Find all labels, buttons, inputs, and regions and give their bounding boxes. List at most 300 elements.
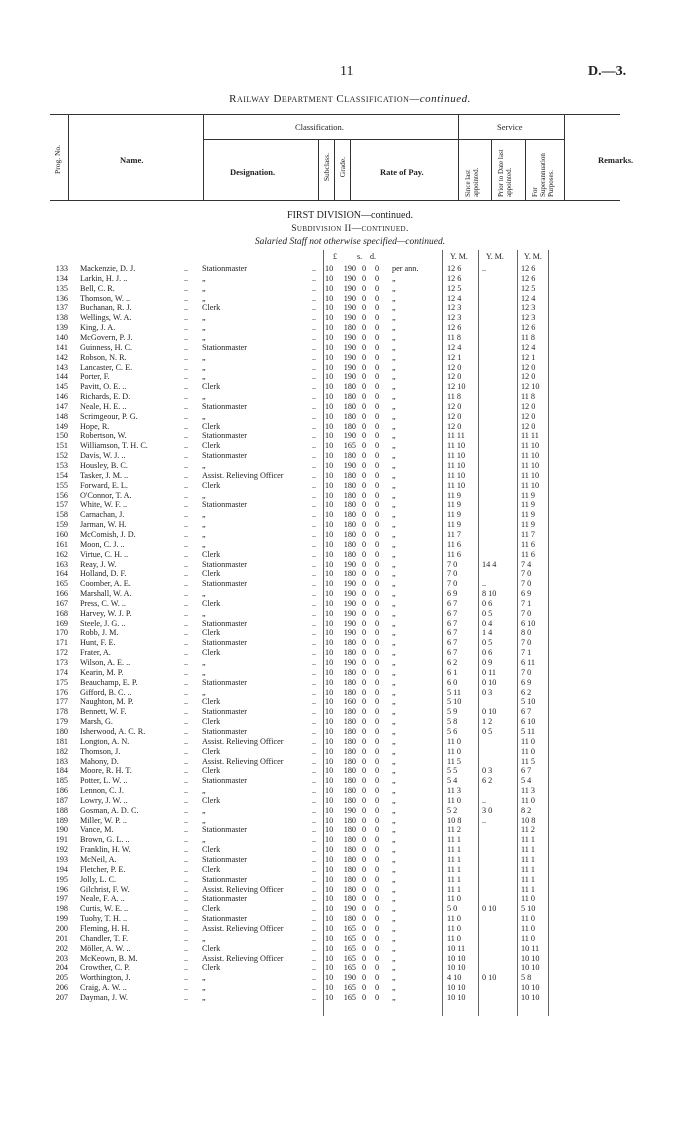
cell-pay-shillings: 0 (362, 746, 367, 756)
cell-name: McKeown, B. M. (80, 953, 138, 963)
table-row (0, 510, 700, 520)
leader-dots: .. (184, 953, 189, 963)
cell-prog-no: 193 (55, 855, 68, 864)
cell-pay-pounds: 180 (343, 855, 356, 864)
table-row (0, 678, 700, 688)
leader-dots: .. (184, 707, 189, 717)
table-row (0, 441, 700, 451)
cell-pay-period: „ (392, 815, 396, 825)
cell-pay-period: „ (392, 589, 396, 599)
leader-dots: .. (312, 983, 317, 993)
table-row (0, 402, 700, 412)
cell-pay-pounds: 190 (343, 805, 356, 815)
cell-pay-pence: 0 (375, 835, 380, 845)
leader-dots: .. (312, 549, 317, 559)
cell-pay-period: „ (392, 273, 396, 283)
cell-pay-pence: 0 (375, 529, 380, 539)
cell-pay-period: „ (392, 923, 396, 933)
cell-since-last: 5 4 (447, 776, 458, 786)
cell-superannuation: 12 4 (521, 293, 536, 303)
cell-pay-pounds: 190 (343, 598, 356, 608)
leader-dots: .. (312, 707, 317, 717)
cell-since-last: 10 10 (447, 992, 466, 1002)
cell-subclass: 10 (325, 638, 334, 648)
title-suffix: —continued. (409, 93, 471, 105)
cell-pay-pounds: 180 (343, 549, 356, 559)
cell-subclass: 10 (325, 431, 334, 441)
leader-dots: .. (184, 559, 189, 569)
cell-pay-period: „ (392, 313, 396, 323)
cell-prior-to-date: 3 0 (482, 805, 493, 815)
leader-dots: .. (312, 677, 317, 687)
cell-pay-pence: 0 (375, 392, 380, 402)
cell-pay-pence: 0 (375, 401, 380, 411)
leader-dots: .. (184, 835, 189, 845)
cell-superannuation: 11 0 (521, 795, 536, 805)
cell-pay-period: „ (392, 539, 396, 549)
cell-pay-pence: 0 (375, 736, 380, 746)
cell-pay-shillings: 0 (362, 658, 367, 667)
cell-designation: „ (202, 461, 206, 470)
cell-superannuation: 5 4 (521, 776, 532, 786)
cell-superannuation: 12 3 (521, 313, 536, 323)
cell-pay-period: „ (392, 825, 396, 835)
cell-since-last: 12 0 (447, 372, 462, 382)
leader-dots: .. (184, 579, 189, 589)
cell-pay-pounds: 190 (343, 589, 356, 599)
cell-superannuation: 12 6 (521, 273, 536, 283)
cell-pay-period: „ (392, 933, 396, 943)
cell-since-last: 6 7 (447, 608, 458, 618)
cell-pay-period: „ (392, 874, 396, 884)
cell-pay-pounds: 190 (343, 608, 356, 618)
cell-subclass: 10 (325, 697, 334, 707)
cell-designation: Clerk (202, 746, 221, 756)
cell-name: Virtue, C. H. .. (80, 549, 129, 559)
cell-subclass: 10 (325, 914, 334, 924)
cell-since-last: 5 2 (447, 805, 458, 815)
cell-pay-shillings: 0 (362, 855, 367, 864)
leader-dots: .. (312, 392, 317, 402)
cell-pay-shillings: 0 (362, 411, 367, 421)
cell-pay-shillings: 0 (362, 490, 367, 500)
cell-prior-to-date: 0 9 (482, 658, 493, 667)
cell-since-last: 12 5 (447, 283, 462, 293)
cell-prior-to-date: 0 6 (482, 648, 493, 658)
cell-pay-pence: 0 (375, 362, 380, 372)
cell-pay-pence: 0 (375, 815, 380, 825)
cell-pay-pence: 0 (375, 855, 380, 864)
table-row (0, 313, 700, 323)
leader-dots: .. (312, 648, 317, 658)
cell-designation: Clerk (202, 766, 221, 776)
cell-since-last: 11 9 (447, 520, 462, 530)
cell-name: Moore, R. H. T. (80, 766, 132, 776)
cell-pay-pounds: 180 (343, 746, 356, 756)
cell-designation: „ (202, 608, 206, 618)
cell-pay-pence: 0 (375, 441, 380, 451)
table-row (0, 481, 700, 491)
leader-dots: .. (312, 520, 317, 530)
cell-pay-shillings: 0 (362, 874, 367, 884)
cell-designation: Clerk (202, 598, 221, 608)
cell-name: Coomber, A. E. (80, 579, 131, 589)
cell-pay-period: „ (392, 736, 396, 746)
cell-designation: „ (202, 520, 206, 530)
cell-designation: Assist. Relieving Officer (202, 736, 284, 746)
cell-pay-pounds: 180 (343, 776, 356, 786)
cell-name: Hope, R. (80, 421, 110, 431)
leader-dots: .. (184, 401, 189, 411)
cell-subclass: 10 (325, 864, 334, 874)
leader-dots: .. (184, 746, 189, 756)
cell-pay-pence: 0 (375, 963, 380, 973)
cell-pay-period: „ (392, 332, 396, 342)
cell-since-last: 12 0 (447, 401, 462, 411)
leader-dots: .. (184, 677, 189, 687)
cell-subclass: 10 (325, 342, 334, 352)
cell-subclass: 10 (325, 835, 334, 845)
cell-pay-shillings: 0 (362, 756, 367, 766)
cell-since-last: 11 0 (447, 894, 462, 904)
leader-dots: .. (312, 323, 317, 333)
cell-pay-pence: 0 (375, 470, 380, 480)
cell-prior-to-date: 14 4 (482, 559, 497, 569)
cell-prog-no: 172 (55, 648, 68, 658)
cell-since-last: 6 1 (447, 667, 458, 677)
cell-pay-pence: 0 (375, 825, 380, 835)
cell-pay-pence: 0 (375, 697, 380, 707)
cell-designation: „ (202, 411, 206, 421)
cell-since-last: 12 0 (447, 411, 462, 421)
cell-prog-no: 160 (55, 529, 68, 539)
cell-designation: Stationmaster (202, 894, 248, 904)
cell-since-last: 11 1 (447, 864, 462, 874)
cell-superannuation: 11 1 (521, 874, 536, 884)
cell-superannuation: 5 8 (521, 973, 532, 983)
cell-pay-pounds: 180 (343, 323, 356, 333)
cell-pay-pounds: 180 (343, 520, 356, 530)
cell-pay-period: „ (392, 766, 396, 776)
cell-pay-pounds: 165 (343, 963, 356, 973)
cell-name: Press, C. W. .. (80, 598, 126, 608)
leader-dots: .. (184, 973, 189, 983)
cell-pay-pounds: 165 (343, 933, 356, 943)
cell-superannuation: 7 0 (521, 569, 532, 579)
cell-subclass: 10 (325, 874, 334, 884)
cell-pay-shillings: 0 (362, 973, 367, 983)
cell-prior-to-date: .. (482, 795, 487, 805)
cell-superannuation: 10 10 (521, 992, 540, 1002)
cell-pay-pounds: 165 (343, 923, 356, 933)
cell-name: Porter, F. (80, 372, 110, 382)
cell-prog-no: 142 (55, 352, 68, 362)
cell-since-last: 11 1 (447, 855, 462, 864)
cell-superannuation: 12 1 (521, 352, 536, 362)
cell-prog-no: 194 (55, 864, 68, 874)
cell-since-last: 11 6 (447, 539, 462, 549)
cell-since-last: 12 0 (447, 421, 462, 431)
leader-dots: .. (184, 461, 189, 470)
table-row (0, 619, 700, 629)
cell-designation: „ (202, 687, 206, 697)
cell-designation: Clerk (202, 717, 221, 727)
cell-prog-no: 182 (55, 746, 68, 756)
leader-dots: .. (312, 628, 317, 638)
cell-since-last: 4 10 (447, 973, 462, 983)
cell-designation: „ (202, 658, 206, 667)
cell-name: Housley, B. C. (80, 461, 128, 470)
cell-superannuation: 10 11 (521, 943, 540, 953)
cell-pay-period: „ (392, 559, 396, 569)
cell-subclass: 10 (325, 953, 334, 963)
table-row (0, 865, 700, 875)
cell-designation: „ (202, 490, 206, 500)
cell-name: McNeil, A. (80, 855, 117, 864)
rate-of-pay-header: Rate of Pay. (380, 167, 424, 177)
cell-prog-no: 191 (55, 835, 68, 845)
leader-dots: .. (184, 342, 189, 352)
cell-pay-pence: 0 (375, 786, 380, 796)
cell-pay-pounds: 180 (343, 480, 356, 490)
leader-dots: .. (184, 323, 189, 333)
cell-prog-no: 196 (55, 884, 68, 894)
cell-superannuation: 12 0 (521, 421, 536, 431)
leader-dots: .. (184, 293, 189, 303)
cell-prog-no: 187 (55, 795, 68, 805)
cell-subclass: 10 (325, 559, 334, 569)
cell-designation: „ (202, 933, 206, 943)
leader-dots: .. (312, 904, 317, 914)
cell-prior-to-date: 0 5 (482, 638, 493, 648)
cell-subclass: 10 (325, 441, 334, 451)
cell-pay-period: „ (392, 835, 396, 845)
cell-designation: Stationmaster (202, 726, 248, 736)
cell-pay-period: „ (392, 431, 396, 441)
cell-since-last: 5 10 (447, 697, 462, 707)
cell-prog-no: 198 (55, 904, 68, 914)
cell-pay-period: „ (392, 983, 396, 993)
document-reference: D.—3. (588, 64, 627, 79)
cell-pay-pounds: 180 (343, 539, 356, 549)
cell-pay-period: „ (392, 963, 396, 973)
cell-pay-shillings: 0 (362, 470, 367, 480)
leader-dots: .. (184, 815, 189, 825)
cell-since-last: 10 8 (447, 815, 462, 825)
table-row (0, 855, 700, 865)
cell-pay-period: „ (392, 953, 396, 963)
cell-pay-shillings: 0 (362, 894, 367, 904)
cell-since-last: 10 10 (447, 983, 466, 993)
cell-prog-no: 146 (55, 392, 68, 402)
cell-name: Dayman, J. W. (80, 992, 128, 1002)
cell-subclass: 10 (325, 589, 334, 599)
leader-dots: .. (184, 470, 189, 480)
cell-subclass: 10 (325, 746, 334, 756)
leader-dots: .. (184, 303, 189, 313)
cell-prior-to-date: 0 10 (482, 677, 497, 687)
table-row (0, 658, 700, 668)
cell-prog-no: 180 (55, 726, 68, 736)
table-row (0, 885, 700, 895)
cell-superannuation: 12 5 (521, 283, 536, 293)
cell-designation: Clerk (202, 628, 221, 638)
cell-subclass: 10 (325, 983, 334, 993)
cell-superannuation: 11 8 (521, 392, 536, 402)
cell-name: Marshall, W. A. (80, 589, 132, 599)
cell-pay-shillings: 0 (362, 372, 367, 382)
cell-superannuation: 11 6 (521, 539, 536, 549)
table-row (0, 520, 700, 530)
leader-dots: .. (184, 983, 189, 993)
cell-prog-no: 150 (55, 431, 68, 441)
leader-dots: .. (184, 855, 189, 864)
cell-since-last: 12 0 (447, 362, 462, 372)
cell-prog-no: 153 (55, 461, 68, 470)
cell-prog-no: 149 (55, 421, 68, 431)
leader-dots: .. (184, 608, 189, 618)
cell-prog-no: 177 (55, 697, 68, 707)
cell-designation: Clerk (202, 441, 221, 451)
leader-dots: .. (184, 805, 189, 815)
cell-pay-pounds: 190 (343, 973, 356, 983)
cell-pay-pence: 0 (375, 569, 380, 579)
cell-pay-pounds: 190 (343, 559, 356, 569)
cell-superannuation: 11 10 (521, 451, 540, 461)
cell-superannuation: 11 1 (521, 835, 536, 845)
cell-since-last: 11 0 (447, 923, 462, 933)
cell-subclass: 10 (325, 520, 334, 530)
leader-dots: .. (184, 904, 189, 914)
cell-prog-no: 165 (55, 579, 68, 589)
leader-dots: .. (312, 766, 317, 776)
cell-subclass: 10 (325, 825, 334, 835)
cell-designation: „ (202, 589, 206, 599)
cell-pay-pence: 0 (375, 638, 380, 648)
cell-pay-shillings: 0 (362, 933, 367, 943)
cell-pay-pence: 0 (375, 480, 380, 490)
cell-pay-period: „ (392, 569, 396, 579)
cell-pay-period: „ (392, 845, 396, 855)
cell-superannuation: 11 8 (521, 332, 536, 342)
cell-superannuation: 8 2 (521, 805, 532, 815)
leader-dots: .. (184, 480, 189, 490)
cell-subclass: 10 (325, 884, 334, 894)
cell-superannuation: 6 9 (521, 677, 532, 687)
cell-pay-pence: 0 (375, 884, 380, 894)
cell-pay-shillings: 0 (362, 293, 367, 303)
table-row (0, 914, 700, 924)
leader-dots: .. (312, 362, 317, 372)
cell-pay-pence: 0 (375, 293, 380, 303)
cell-subclass: 10 (325, 815, 334, 825)
table-row (0, 333, 700, 343)
table-row (0, 569, 700, 579)
cell-since-last: 11 10 (447, 470, 466, 480)
cell-pay-shillings: 0 (362, 264, 367, 273)
cell-pay-pence: 0 (375, 549, 380, 559)
leader-dots: .. (184, 372, 189, 382)
leader-dots: .. (184, 638, 189, 648)
leader-dots: .. (312, 431, 317, 441)
table-row (0, 363, 700, 373)
cell-pay-period: „ (392, 973, 396, 983)
cell-designation: Stationmaster (202, 874, 248, 884)
cell-designation: „ (202, 362, 206, 372)
cell-name: Marsh, G. (80, 717, 113, 727)
leader-dots: .. (312, 579, 317, 589)
cell-pay-pounds: 180 (343, 726, 356, 736)
unit-shillings: s. (357, 252, 363, 261)
cell-prog-no: 179 (55, 717, 68, 727)
cell-superannuation: 11 5 (521, 756, 536, 766)
cell-pay-pounds: 180 (343, 766, 356, 776)
page-title (0, 93, 700, 105)
cell-name: Scrimgeour, P. G. (80, 411, 138, 421)
table-row (0, 954, 700, 964)
cell-pay-shillings: 0 (362, 598, 367, 608)
cell-pay-shillings: 0 (362, 283, 367, 293)
cell-pay-period: „ (392, 884, 396, 894)
cell-subclass: 10 (325, 992, 334, 1002)
cell-pay-period: „ (392, 520, 396, 530)
cell-designation: „ (202, 805, 206, 815)
cell-pay-pence: 0 (375, 539, 380, 549)
cell-subclass: 10 (325, 549, 334, 559)
cell-name: Hunt, F. E. (80, 638, 116, 648)
cell-prog-no: 202 (55, 943, 68, 953)
cell-pay-pounds: 165 (343, 441, 356, 451)
cell-designation: Stationmaster (202, 431, 248, 441)
cell-since-last: 7 0 (447, 569, 458, 579)
cell-pay-pounds: 180 (343, 569, 356, 579)
table-row (0, 599, 700, 609)
leader-dots: .. (312, 756, 317, 766)
cell-pay-period: „ (392, 372, 396, 382)
cell-pay-period: „ (392, 894, 396, 904)
cell-prog-no: 201 (55, 933, 68, 943)
cell-prog-no: 197 (55, 894, 68, 904)
cell-name: Möller, A. W. .. (80, 943, 131, 953)
cell-designation: Stationmaster (202, 500, 248, 510)
cell-pay-shillings: 0 (362, 332, 367, 342)
cell-pay-period: „ (392, 855, 396, 864)
cell-since-last: 11 9 (447, 500, 462, 510)
cell-pay-shillings: 0 (362, 667, 367, 677)
cell-subclass: 10 (325, 618, 334, 628)
leader-dots: .. (184, 510, 189, 520)
cell-subclass: 10 (325, 382, 334, 392)
cell-pay-pence: 0 (375, 943, 380, 953)
cell-designation: „ (202, 539, 206, 549)
cell-pay-period: „ (392, 411, 396, 421)
cell-subclass: 10 (325, 717, 334, 727)
leader-dots: .. (312, 598, 317, 608)
cell-subclass: 10 (325, 293, 334, 303)
cell-pay-shillings: 0 (362, 608, 367, 618)
cell-pay-pounds: 180 (343, 451, 356, 461)
subdivision-heading: Subdivision II—continued. (291, 224, 409, 234)
leader-dots: .. (312, 855, 317, 864)
cell-superannuation: 7 1 (521, 598, 532, 608)
table-row (0, 796, 700, 806)
unit-ym-prior: Y. M. (486, 252, 504, 261)
cell-pay-period: „ (392, 638, 396, 648)
cell-pay-period: „ (392, 362, 396, 372)
cell-designation: Clerk (202, 963, 221, 973)
cell-superannuation: 11 11 (521, 431, 539, 441)
cell-superannuation: 12 0 (521, 411, 536, 421)
